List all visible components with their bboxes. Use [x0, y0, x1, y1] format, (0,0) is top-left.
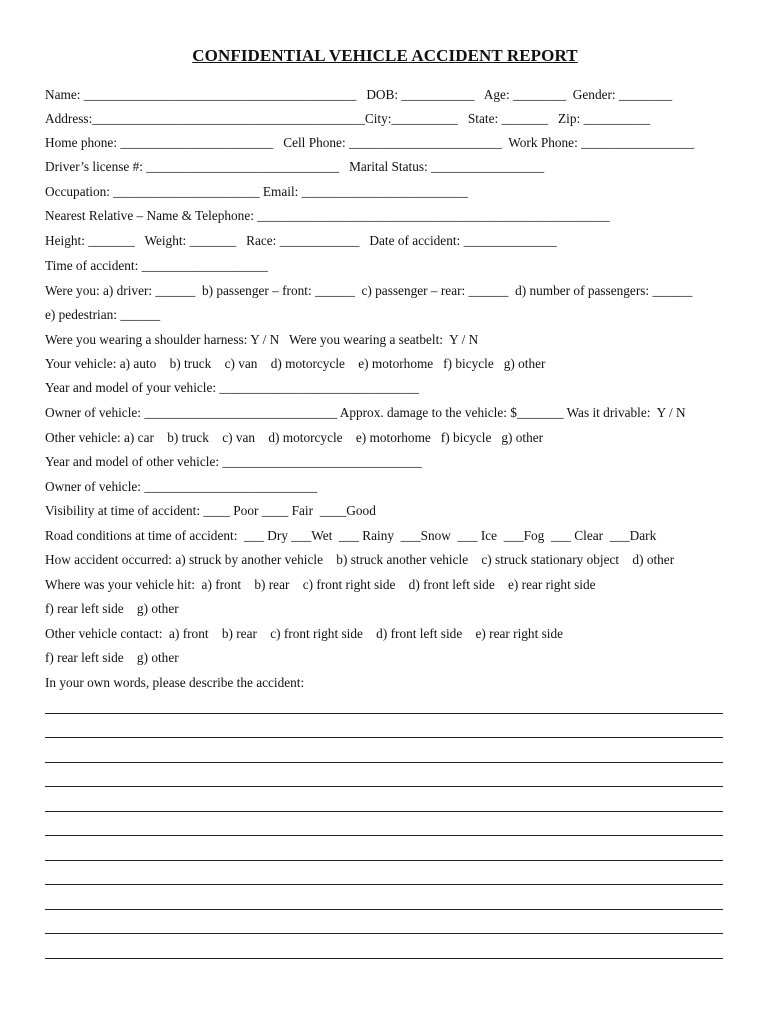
time-of-accident-line: Time of accident: ___________________	[45, 258, 268, 273]
answer-line[interactable]	[45, 811, 723, 812]
how-occurred-line: How accident occurred: a) struck by another vehicle b) struck another vehicle c) struck stationary object d) other	[45, 552, 675, 567]
height-weight-race-date-line: Height: _______ Weight: _______ Race: ____________ Date of accident: ______________	[45, 233, 557, 248]
occupation-email-line: Occupation: ______________________ Email: _________________________	[45, 184, 468, 199]
vehicle-hit-line-2: f) rear left side g) other	[45, 601, 179, 616]
answer-line[interactable]	[45, 786, 723, 787]
visibility-line: Visibility at time of accident: ____ Poor ____ Fair ____Good	[45, 503, 376, 518]
other-vehicle-model-line: Year and model of other vehicle: ______________________________	[45, 454, 422, 469]
nearest-relative-line: Nearest Relative – Name & Telephone: _____________________________________________________	[45, 208, 610, 223]
answer-line[interactable]	[45, 958, 723, 959]
answer-line[interactable]	[45, 909, 723, 910]
describe-prompt: In your own words, please describe the accident:	[45, 675, 305, 690]
vehicle-hit-line: Where was your vehicle hit: a) front b) rear c) front right side d) front left side e) rear right side	[45, 577, 596, 592]
address-city-state-zip-line: Address:_________________________________________City:__________ State: _______ Zip: __________	[45, 111, 651, 126]
phones-line: Home phone: _______________________ Cell Phone: _______________________ Work Phone: _________________	[45, 135, 695, 150]
answer-line[interactable]	[45, 713, 723, 714]
your-vehicle-type-line: Your vehicle: a) auto b) truck c) van d) motorcycle e) motorhome f) bicycle g) other	[45, 356, 546, 371]
other-contact-line: Other vehicle contact: a) front b) rear c) front right side d) front left side e) rear right side	[45, 626, 564, 641]
page-title: CONFIDENTIAL VEHICLE ACCIDENT REPORT	[192, 46, 578, 65]
pedestrian-line: e) pedestrian: ______	[45, 307, 161, 322]
other-contact-line-2: f) rear left side g) other	[45, 650, 179, 665]
answer-line[interactable]	[45, 762, 723, 763]
road-conditions-line: Road conditions at time of accident: ___ Dry ___Wet ___ Rainy ___Snow ___ Ice ___Fog ___ Clear ___Dark	[45, 528, 657, 543]
owner-damage-drivable-line: Owner of vehicle: _____________________________ Approx. damage to the vehicle: $_______ Was it drivable: Y / N	[45, 405, 686, 420]
other-owner-line: Owner of vehicle: __________________________	[45, 479, 318, 494]
answer-line[interactable]	[45, 933, 723, 934]
harness-seatbelt-line: Were you wearing a shoulder harness: Y / N Were you wearing a seatbelt: Y / N	[45, 332, 479, 347]
name-dob-age-gender-line: Name: _________________________________________ DOB: ___________ Age: ________ Gender: ________	[45, 87, 673, 102]
answer-line[interactable]	[45, 835, 723, 836]
answer-line[interactable]	[45, 737, 723, 738]
other-vehicle-type-line: Other vehicle: a) car b) truck c) van d) motorcycle e) motorhome f) bicycle g) other	[45, 430, 544, 445]
your-vehicle-model-line: Year and model of your vehicle: ______________________________	[45, 380, 419, 395]
answer-line[interactable]	[45, 884, 723, 885]
occupant-role-line: Were you: a) driver: ______ b) passenger – front: ______ c) passenger – rear: ______ d) number of passengers: ______	[45, 283, 693, 298]
license-marital-line: Driver’s license #: _____________________________ Marital Status: _________________	[45, 159, 545, 174]
answer-line[interactable]	[45, 860, 723, 861]
